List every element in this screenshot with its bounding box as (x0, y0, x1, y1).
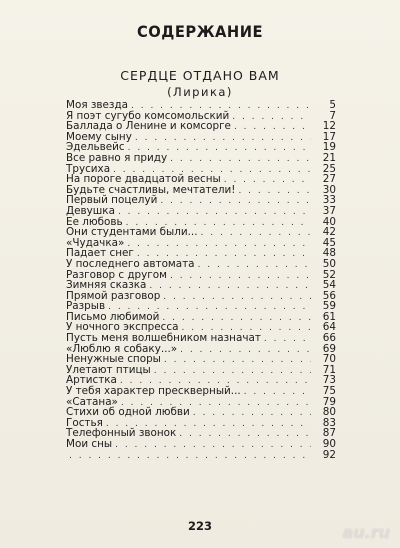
toc-entry-page: 80 (322, 406, 336, 419)
toc-leader-dots (238, 186, 311, 197)
toc-entry-page: 59 (322, 300, 336, 313)
toc-entry-title: Моя звезда (66, 99, 128, 111)
toc-leader-dots (170, 154, 311, 165)
toc-entry-page: 30 (322, 183, 336, 196)
toc-leader-dots (160, 196, 311, 207)
toc-entry-title: Гостья (66, 416, 103, 429)
toc-entry-page: 70 (322, 353, 336, 366)
toc-leader-dots (162, 313, 311, 324)
toc-entry (66, 153, 336, 164)
toc-entry-title: Разрыв (66, 300, 106, 313)
toc-leader-dots (164, 355, 311, 366)
toc-entry-title: Моему сыну (66, 130, 132, 143)
toc-entry-title: Первый поцелуй (66, 194, 158, 207)
toc-entry-title: Ненужные споры (66, 353, 161, 366)
section-subtitle: (Лирика) (167, 85, 233, 99)
toc-leader-dots (232, 112, 311, 123)
toc-entry-page: 19 (322, 141, 336, 154)
toc-leader-dots (170, 271, 311, 282)
toc-entry-page: 12 (322, 120, 336, 133)
toc-leader-dots (154, 366, 311, 377)
toc-leader-dots (163, 292, 311, 303)
toc-entry-page: 90 (322, 438, 336, 450)
toc-entry-title: Улетают птицы (66, 363, 151, 376)
toc-entry-title: Разговор с другом (66, 268, 167, 281)
toc-entry-title: Девушка (66, 204, 115, 217)
toc-entry-title: «Чудачка» (66, 236, 125, 249)
toc-entry-title: Артистка (66, 374, 117, 387)
toc-entry-title: Падает снег (66, 247, 134, 260)
toc-entry (66, 450, 336, 461)
toc-entry-page: 56 (322, 289, 336, 302)
toc-entry (66, 259, 336, 270)
toc-entry-page: 33 (322, 194, 336, 207)
toc-entry-title: Зимняя сказка (66, 279, 147, 292)
toc-leader-dots (69, 451, 311, 462)
toc-entry-page: 7 (329, 109, 336, 122)
toc-entry (66, 206, 336, 217)
toc-entry-page: 5 (329, 99, 336, 111)
page-heading: СОДЕРЖАНИЕ (137, 22, 263, 41)
toc-entry-page: 50 (322, 257, 336, 270)
toc-entry-title: Стихи об одной любви (66, 406, 190, 419)
toc-leader-dots (135, 133, 311, 144)
toc-entry-page: 71 (322, 363, 336, 376)
toc-entry-page: 75 (322, 385, 336, 398)
toc-entry-page: 83 (322, 416, 336, 429)
toc-entry-title: Пусть меня волшебником назначат (66, 332, 261, 345)
toc-entry-title: Мои сны (66, 438, 113, 450)
toc-entry-page: 40 (322, 215, 336, 228)
toc-entry-page: 48 (322, 247, 336, 260)
toc-leader-dots (244, 387, 311, 398)
toc-entry-title: Прямой разговор (66, 289, 161, 302)
toc-entry-title: На пороге двадцатой весны (66, 173, 221, 186)
watermark-logo: au.ru (342, 523, 390, 542)
toc-entry-title: Я поэт сугубо комсомольский (66, 109, 230, 122)
toc-entry-title: Трусиха (66, 162, 111, 175)
toc-entry-title: Ее любовь (66, 215, 123, 228)
toc-entry-title: Письмо любимой (66, 310, 160, 323)
toc-entry-title: «Сатана» (66, 395, 118, 408)
toc-leader-dots (234, 122, 311, 133)
toc-entry-page: 66 (322, 332, 336, 345)
toc-leader-dots (149, 281, 311, 292)
toc-leader-dots (201, 228, 311, 239)
toc-entry-page: 45 (322, 236, 336, 249)
toc-entry-page: 42 (322, 226, 336, 239)
toc-entry-title: Будьте счастливы, мечтатели! (66, 183, 236, 196)
toc-entry-title: Эдельвейс (66, 141, 125, 154)
toc-entry-title: У ночного экспресса (66, 321, 179, 334)
toc-entry-page: 87 (322, 427, 336, 440)
toc-entry-page: 61 (322, 310, 336, 323)
toc-entry-title: У тебя характер прескверный... (66, 385, 241, 398)
toc-entry-page: 27 (322, 173, 336, 186)
toc-entry (66, 100, 336, 111)
toc-entry-title: Они студентами были... (66, 226, 198, 239)
toc-leader-dots (198, 260, 311, 271)
page-number: 223 (187, 519, 212, 533)
toc-entry-page: 21 (322, 151, 336, 164)
toc-leader-dots (193, 408, 311, 419)
toc-entry-title: Все равно я приду (66, 151, 168, 164)
toc-entry-page: 92 (322, 448, 336, 461)
toc-entry-title: У последнего автомата (66, 257, 195, 270)
toc-entry-page: 73 (322, 374, 336, 387)
toc-entry-page: 52 (322, 268, 336, 281)
toc-entry-title: «Люблю я собаку...» (66, 342, 178, 355)
toc-leader-dots (115, 440, 311, 451)
toc-entry-page: 25 (322, 162, 336, 175)
toc-leader-dots (127, 239, 311, 250)
toc-leader-dots (224, 175, 311, 186)
toc-leader-dots (180, 345, 311, 356)
toc-entry-page: 37 (322, 204, 336, 217)
table-of-contents (66, 100, 336, 460)
toc-entry (66, 291, 336, 302)
toc-entry (66, 407, 336, 418)
toc-leader-dots (179, 429, 311, 440)
toc-leader-dots (118, 207, 311, 218)
toc-entry-title: Баллада о Ленине и комсорге (66, 120, 231, 133)
toc-entry-page: 69 (322, 342, 336, 355)
toc-entry-page: 54 (322, 279, 336, 292)
toc-entry-page: 79 (322, 395, 336, 408)
section-title: СЕРДЦЕ ОТДАНО ВАМ (120, 68, 280, 83)
toc-entry-title: Телефонный звонок (66, 427, 177, 440)
toc-entry (66, 439, 336, 450)
toc-entry-page: 64 (322, 321, 336, 334)
toc-entry-page: 17 (322, 130, 336, 143)
toc-leader-dots (264, 334, 311, 345)
